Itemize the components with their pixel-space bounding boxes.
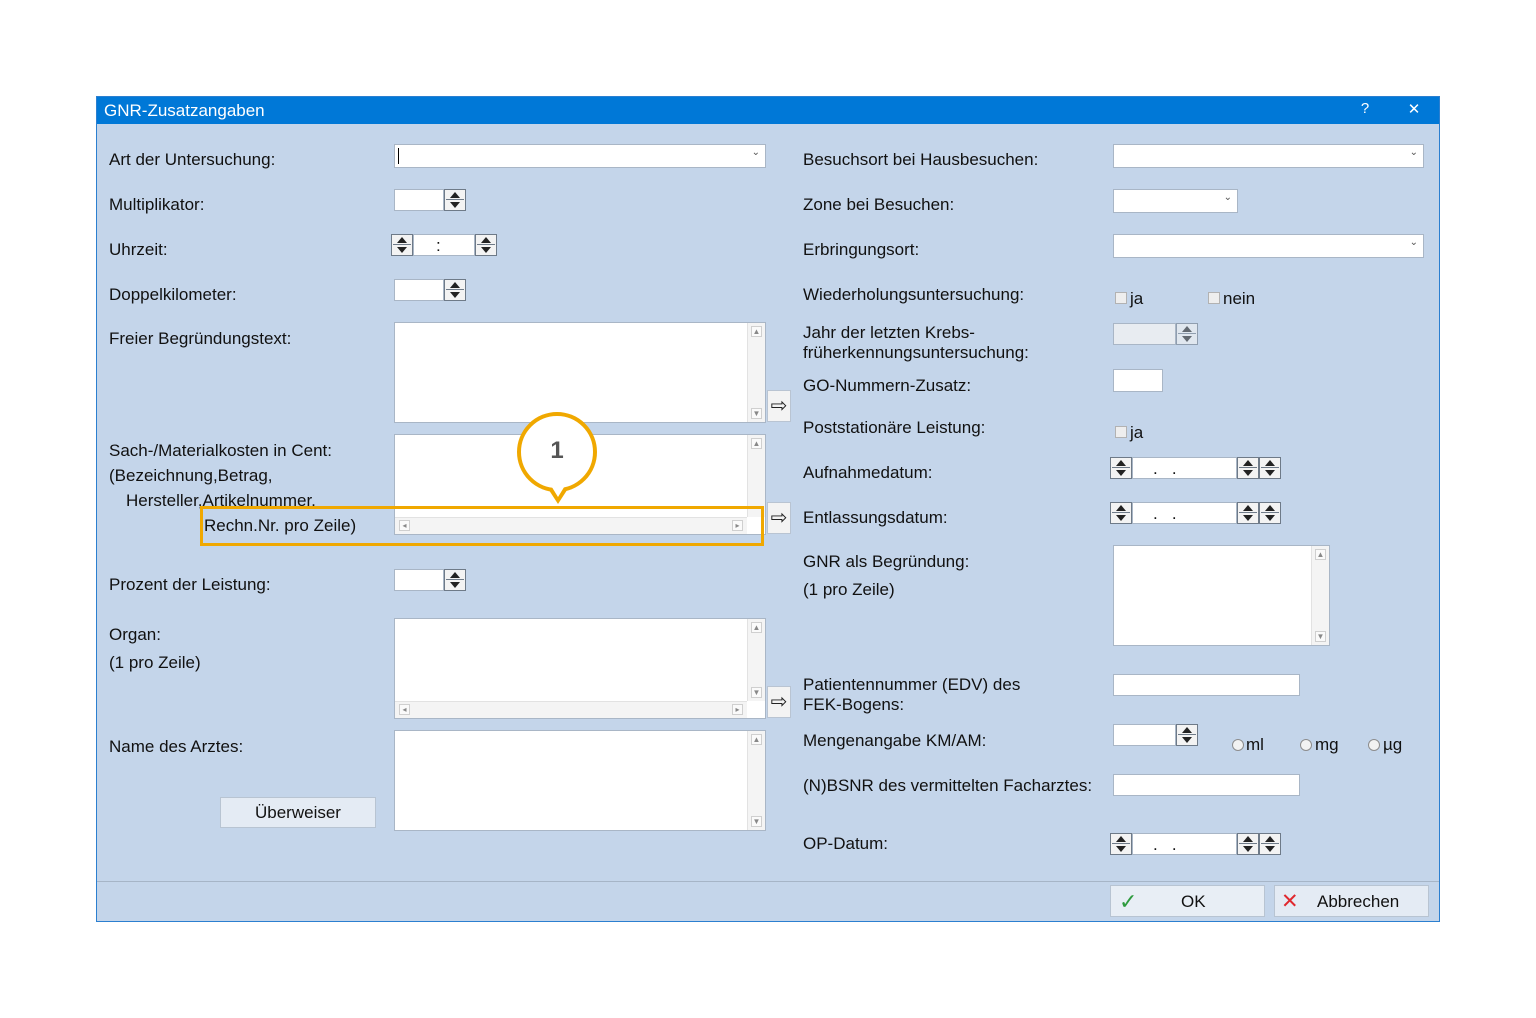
- help-icon[interactable]: ?: [1360, 100, 1370, 117]
- scroll-down-icon[interactable]: ▼: [752, 817, 761, 826]
- scroll-left-icon[interactable]: ◂: [399, 704, 410, 715]
- vertical-scrollbar[interactable]: [1311, 546, 1329, 645]
- title-bar: [97, 97, 1439, 124]
- label-prozent-der-leistung: Prozent der Leistung:: [109, 575, 271, 594]
- op-datum-spinner-b[interactable]: [1259, 833, 1281, 855]
- date-placeholder: . .: [1153, 459, 1177, 478]
- jahr-spinner[interactable]: [1176, 323, 1198, 345]
- insert-arrow-button[interactable]: ⇨: [767, 390, 791, 422]
- check-icon: ✓: [1119, 889, 1138, 914]
- label-sach-line2: (Bezeichnung,Betrag,: [109, 466, 273, 485]
- unit-mg-label: mg: [1315, 735, 1339, 754]
- op-datum-spinner-a[interactable]: [1237, 833, 1259, 855]
- label-gnr-begruendung: GNR als Begründung:: [803, 552, 970, 571]
- scroll-right-icon[interactable]: ▸: [732, 704, 743, 715]
- label-entlassungsdatum: Entlassungsdatum:: [803, 508, 948, 527]
- label-jahr-line1: Jahr der letzten Krebs-: [803, 323, 975, 342]
- aufnahmedatum-spinner-a[interactable]: [1237, 457, 1259, 479]
- label-doppelkilometer: Doppelkilometer:: [109, 285, 237, 304]
- horizontal-scrollbar[interactable]: [395, 701, 747, 718]
- vertical-scrollbar[interactable]: [747, 323, 765, 422]
- doppelkilometer-input[interactable]: [394, 279, 444, 301]
- name-des-arztes-textarea[interactable]: [394, 730, 766, 831]
- unit-ml-label: ml: [1246, 735, 1264, 754]
- uhrzeit-hour-spinner[interactable]: [391, 234, 413, 256]
- unit-mg-radio[interactable]: [1300, 739, 1312, 751]
- chevron-down-icon[interactable]: ⌄: [1223, 192, 1232, 203]
- label-uhrzeit: Uhrzeit:: [109, 240, 168, 259]
- aufnahmedatum-spinner-b[interactable]: [1259, 457, 1281, 479]
- vertical-scrollbar[interactable]: [747, 619, 765, 701]
- cancel-label: Abbrechen: [1317, 892, 1400, 911]
- scroll-down-icon[interactable]: ▼: [752, 688, 761, 697]
- aufnahmedatum-input[interactable]: [1132, 457, 1237, 479]
- footer-divider: [97, 881, 1439, 882]
- unit-ug-label: µg: [1383, 735, 1403, 754]
- label-zone: Zone bei Besuchen:: [803, 195, 955, 214]
- mengenangabe-input[interactable]: [1113, 724, 1176, 746]
- poststationaer-ja-label: ja: [1130, 423, 1144, 442]
- label-organ-hint: (1 pro Zeile): [109, 653, 201, 672]
- wiederholung-ja-label: ja: [1130, 289, 1144, 308]
- close-icon[interactable]: ✕: [1407, 101, 1421, 118]
- wiederholung-ja-checkbox[interactable]: [1115, 292, 1127, 304]
- annotation-callout-tail-inner: [550, 484, 566, 497]
- entlassungsdatum-input[interactable]: [1132, 502, 1237, 524]
- scroll-up-icon[interactable]: ▲: [1316, 550, 1325, 559]
- label-jahr-line2: früherkennungsuntersuchung:: [803, 343, 1029, 362]
- label-gnr-hint: (1 pro Zeile): [803, 580, 895, 599]
- ok-label: OK: [1181, 892, 1206, 911]
- label-mengenangabe: Mengenangabe KM/AM:: [803, 731, 987, 750]
- unit-ug-radio[interactable]: [1368, 739, 1380, 751]
- label-go-nummern: GO-Nummern-Zusatz:: [803, 376, 972, 395]
- wiederholung-nein-label: nein: [1223, 289, 1256, 308]
- label-sach-line4: Rechn.Nr. pro Zeile): [204, 516, 357, 535]
- unit-ml-radio[interactable]: [1232, 739, 1244, 751]
- mengenangabe-spinner[interactable]: [1176, 724, 1198, 746]
- label-bsnr: (N)BSNR des vermittelten Facharztes:: [803, 776, 1093, 795]
- label-sach-line1: Sach-/Materialkosten in Cent:: [109, 441, 332, 460]
- freier-begruendungstext-textarea[interactable]: [394, 322, 766, 423]
- art-der-untersuchung-combo[interactable]: [394, 144, 766, 168]
- cancel-button[interactable]: [1274, 885, 1429, 917]
- uhrzeit-separator: :: [436, 236, 441, 255]
- cancel-x-icon: ✕: [1281, 890, 1299, 913]
- scroll-down-icon[interactable]: ▼: [752, 409, 761, 418]
- label-patientennummer-line1: Patientennummer (EDV) des: [803, 675, 1021, 694]
- scroll-up-icon[interactable]: ▲: [752, 439, 761, 448]
- doppelkilometer-spinner[interactable]: [444, 279, 466, 301]
- vertical-scrollbar[interactable]: [747, 731, 765, 830]
- chevron-down-icon[interactable]: ⌄: [751, 147, 760, 158]
- entlassungsdatum-spinner-b[interactable]: [1259, 502, 1281, 524]
- op-datum-input[interactable]: [1132, 833, 1237, 855]
- entlassungsdatum-left-spinner[interactable]: [1110, 502, 1132, 524]
- ueberweiser-button[interactable]: Überweiser: [220, 797, 376, 828]
- label-op-datum: OP-Datum:: [803, 834, 889, 853]
- uhrzeit-minute-spinner[interactable]: [475, 234, 497, 256]
- annotation-highlight-box: [200, 506, 764, 546]
- label-aufnahmedatum: Aufnahmedatum:: [803, 463, 933, 482]
- label-sach-line3: Hersteller,Artikelnummer,: [126, 491, 316, 510]
- multiplikator-input[interactable]: [394, 189, 444, 211]
- label-poststationaer: Poststationäre Leistung:: [803, 418, 986, 437]
- gnr-begruendung-textarea[interactable]: [1113, 545, 1330, 646]
- wiederholung-nein-checkbox[interactable]: [1208, 292, 1220, 304]
- multiplikator-spinner[interactable]: [444, 189, 466, 211]
- besuchsort-combo[interactable]: [1113, 144, 1424, 168]
- scroll-up-icon[interactable]: ▲: [752, 623, 761, 632]
- window-title: GNR-Zusatzangaben: [104, 101, 265, 120]
- label-organ: Organ:: [109, 625, 161, 644]
- text-cursor: [398, 148, 399, 164]
- scroll-up-icon[interactable]: ▲: [752, 735, 761, 744]
- poststationaer-ja-checkbox[interactable]: [1115, 426, 1127, 438]
- chevron-down-icon[interactable]: ⌄: [1409, 147, 1418, 158]
- vertical-scrollbar[interactable]: [747, 435, 765, 517]
- label-wiederholung: Wiederholungsuntersuchung:: [803, 285, 1025, 304]
- date-placeholder: . .: [1153, 504, 1177, 523]
- annotation-number: 1: [550, 437, 564, 464]
- patientennummer-input[interactable]: [1113, 674, 1300, 696]
- label-name-des-arztes: Name des Arztes:: [109, 737, 244, 756]
- zone-combo[interactable]: [1113, 189, 1238, 213]
- label-multiplikator: Multiplikator:: [109, 195, 205, 214]
- scroll-up-icon[interactable]: ▲: [752, 327, 761, 336]
- scroll-left-icon[interactable]: ◂: [399, 520, 410, 531]
- label-patientennummer-line2: FEK-Bogens:: [803, 695, 905, 714]
- scroll-right-icon[interactable]: ▸: [732, 520, 743, 531]
- ok-button[interactable]: [1110, 885, 1265, 917]
- erbringungsort-combo[interactable]: [1113, 234, 1424, 258]
- go-nummern-input[interactable]: [1113, 369, 1163, 392]
- chevron-down-icon[interactable]: ⌄: [1409, 237, 1418, 248]
- scroll-down-icon[interactable]: ▼: [1316, 632, 1325, 641]
- label-art-der-untersuchung: Art der Untersuchung:: [109, 150, 276, 169]
- bsnr-input[interactable]: [1113, 774, 1300, 796]
- op-datum-left-spinner[interactable]: [1110, 833, 1132, 855]
- label-freier-begruendungstext: Freier Begründungstext:: [109, 329, 292, 348]
- label-erbringungsort: Erbringungsort:: [803, 240, 920, 259]
- uhrzeit-input[interactable]: [413, 234, 475, 256]
- prozent-spinner[interactable]: [444, 569, 466, 591]
- insert-arrow-button[interactable]: ⇨: [767, 686, 791, 718]
- entlassungsdatum-spinner-a[interactable]: [1237, 502, 1259, 524]
- date-placeholder: . .: [1153, 835, 1177, 854]
- jahr-input[interactable]: [1113, 323, 1176, 345]
- label-besuchsort: Besuchsort bei Hausbesuchen:: [803, 150, 1039, 169]
- prozent-input[interactable]: [394, 569, 444, 591]
- organ-textarea[interactable]: [394, 618, 766, 719]
- insert-arrow-button[interactable]: ⇨: [767, 502, 791, 534]
- aufnahmedatum-left-spinner[interactable]: [1110, 457, 1132, 479]
